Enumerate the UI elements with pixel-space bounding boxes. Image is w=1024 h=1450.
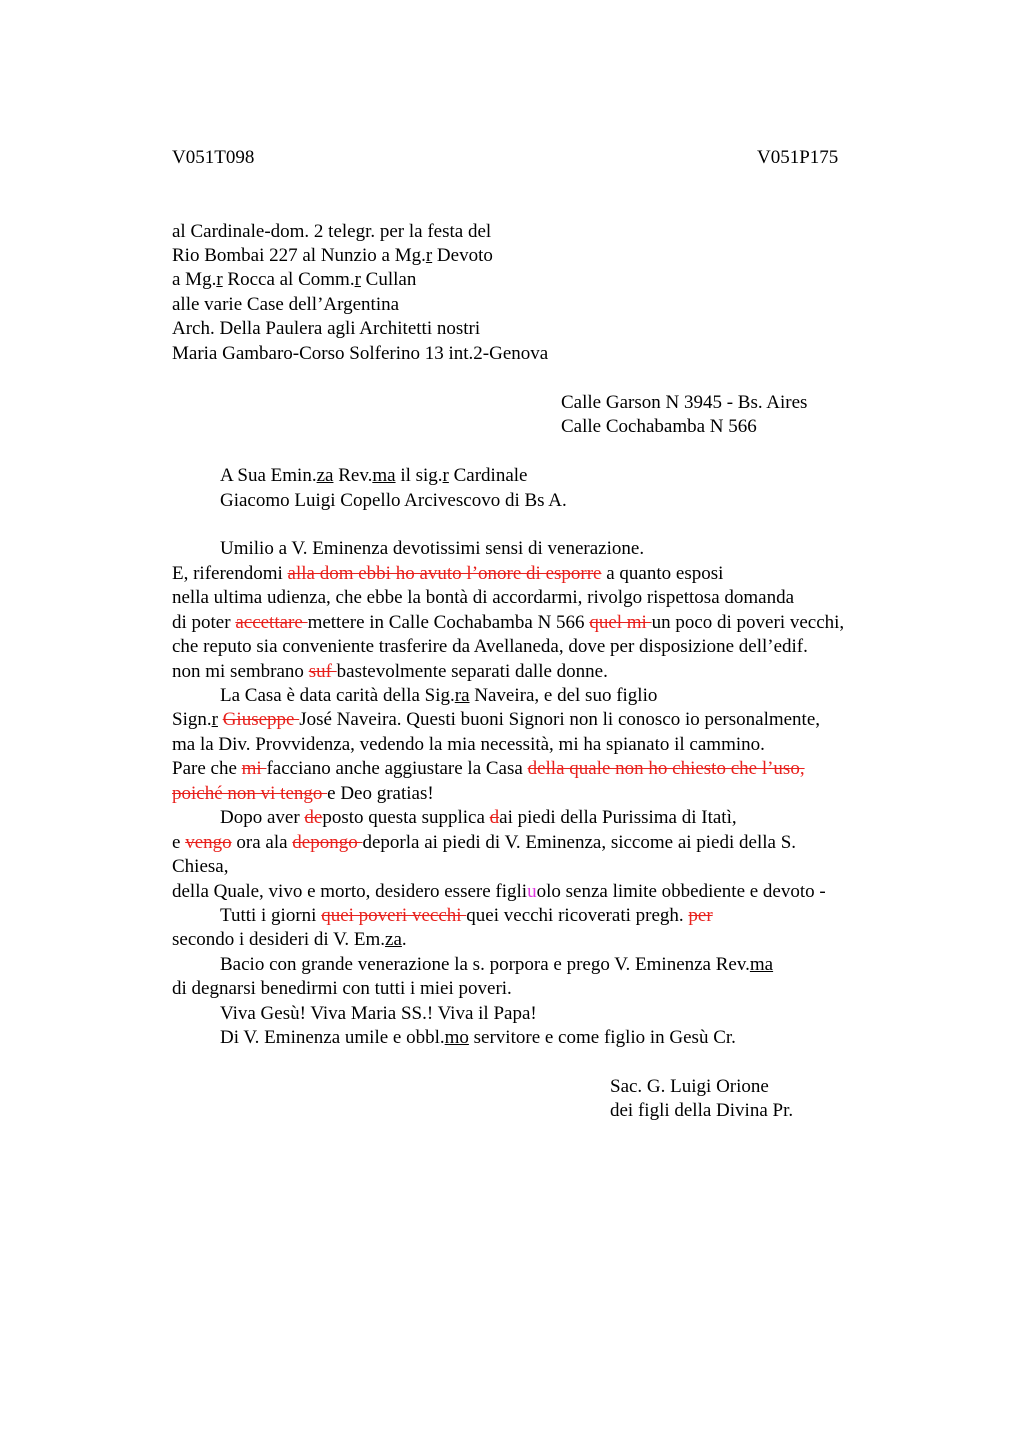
body-line: La Casa è data carità della Sig.ra Naveira, e del suo figlio	[220, 685, 658, 706]
deleted-text: de	[304, 807, 323, 828]
body-line: che reputo sia conveniente trasferire da Avellaneda, dove per disposizione dell’edif.	[172, 636, 808, 657]
deleted-text: d	[489, 807, 500, 828]
body-line: Pare che mi facciano anche aggiustare la Casa della quale non ho chiesto che l’uso,	[172, 758, 805, 779]
address-line: Calle Cochabamba N 566	[561, 416, 757, 437]
deleted-text: quei poveri vecchi	[321, 905, 467, 926]
deleted-text: depongo	[292, 832, 363, 853]
body-line: della Quale, vivo e morto, desidero essere figliuolo senza limite obbediente e devoto -	[172, 881, 826, 902]
body-line: di degnarsi benedirmi con tutti i miei poveri.	[172, 978, 512, 999]
note-line: Rio Bombai 227 al Nunzio a Mg.r Devoto	[172, 245, 493, 266]
body-line: non mi sembrano suf bastevolmente separati dalle donne.	[172, 661, 608, 682]
body-line: poiché non vi tengo e Deo gratias!	[172, 783, 434, 804]
body-line: Di V. Eminenza umile e obbl.mo servitore e come figlio in Gesù Cr.	[220, 1027, 736, 1048]
body-line: Viva Gesù! Viva Maria SS.! Viva il Papa!	[220, 1003, 537, 1024]
note-line: Maria Gambaro-Corso Solferino 13 int.2-Genova	[172, 343, 549, 364]
signature-line: Sac. G. Luigi Orione	[610, 1076, 769, 1097]
deleted-text: per	[688, 905, 713, 926]
body-line: E, riferendomi alla dom ebbi ho avuto l’onore di esporre a quanto esposi	[172, 563, 724, 584]
body-line: e vengo ora ala depongo deporla ai piedi di V. Eminenza, siccome ai piedi della S.	[172, 832, 797, 853]
note-line: al Cardinale-dom. 2 telegr. per la festa del	[172, 221, 492, 242]
body-line: nella ultima udienza, che ebbe la bontà di accordarmi, rivolgo rispettosa domanda	[172, 587, 795, 608]
body-line: Dopo aver deposto questa supplica dai piedi della Purissima di Itatì,	[220, 807, 737, 828]
note-line: a Mg.r Rocca al Comm.r Cullan	[172, 269, 417, 290]
recipient-line: A Sua Emin.za Rev.ma il sig.r Cardinale	[220, 465, 528, 486]
deleted-text: della quale non ho chiesto che l’uso,	[527, 758, 805, 779]
inserted-text: u	[527, 881, 537, 902]
body-line: ma la Div. Provvidenza, vedendo la mia necessità, mi ha spianato il cammino.	[172, 734, 765, 755]
signature-line: dei figli della Divina Pr.	[610, 1100, 794, 1121]
address-line: Calle Garson N 3945 - Bs. Aires	[561, 392, 808, 413]
recipient-line: Giacomo Luigi Copello Arcivescovo di Bs A.	[220, 490, 567, 511]
body-line: secondo i desideri di V. Em.za.	[172, 929, 407, 950]
body-line: Bacio con grande venerazione la s. porpora e prego V. Eminenza Rev.ma	[220, 954, 774, 975]
deleted-text: accettare	[235, 612, 308, 633]
note-line: alle varie Case dell’Argentina	[172, 294, 400, 315]
header-right-code: V051P175	[757, 147, 839, 168]
body-line: di poter accettare mettere in Calle Cochabamba N 566 quel mi un poco di poveri vecchi,	[172, 612, 845, 633]
deleted-text: alla dom ebbi ho avuto l’onore di esporre	[287, 563, 602, 584]
deleted-text: mi	[241, 758, 267, 779]
header-left-code: V051T098	[172, 147, 255, 168]
body-line: Tutti i giorni quei poveri vecchi quei vecchi ricoverati pregh. per	[220, 905, 713, 926]
deleted-text: vengo	[185, 832, 232, 853]
note-line: Arch. Della Paulera agli Architetti nostri	[172, 318, 481, 339]
body-line: Chiesa,	[172, 856, 229, 877]
deleted-text: Giuseppe	[222, 709, 300, 730]
deleted-text: poiché non vi tengo	[172, 783, 328, 804]
deleted-text: quel mi	[589, 612, 652, 633]
body-line: Sign.r Giuseppe José Naveira. Questi buoni Signori non li conosco io personalmente,	[172, 709, 821, 730]
deleted-text: suf	[308, 661, 337, 682]
body-line: Umilio a V. Eminenza devotissimi sensi di venerazione.	[220, 538, 645, 559]
